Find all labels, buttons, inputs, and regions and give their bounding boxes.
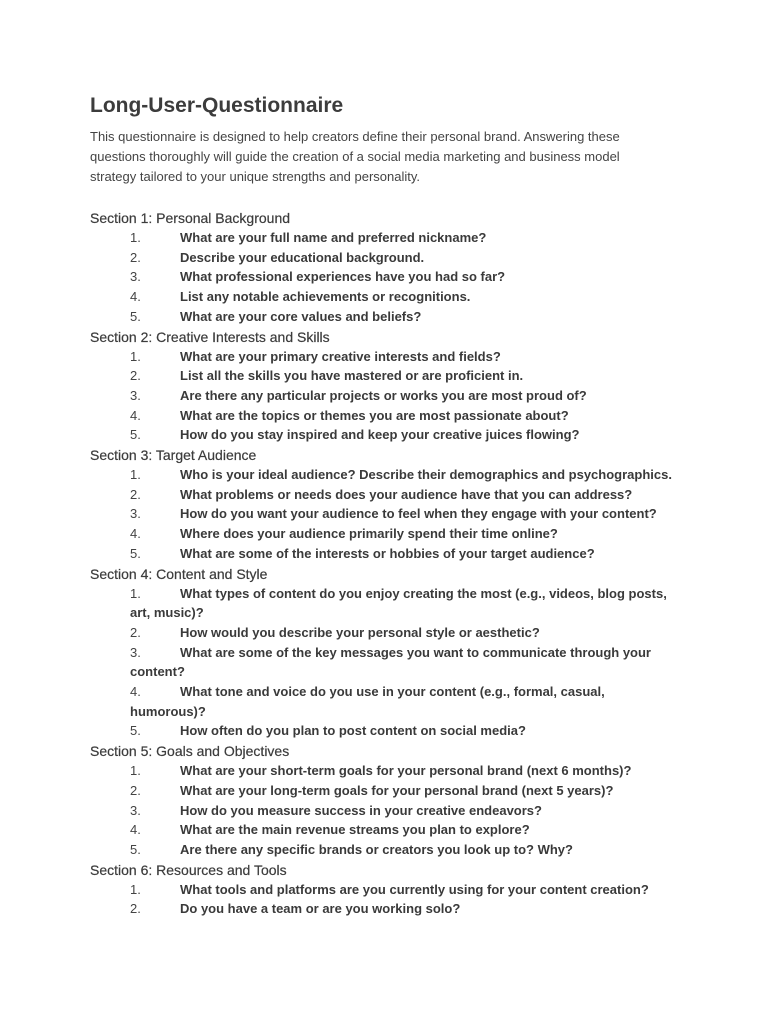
question-number: 1. <box>130 881 141 897</box>
question-number: 1. <box>130 348 141 364</box>
section-2 <box>90 327 768 446</box>
question-number: 3. <box>130 644 141 660</box>
question-text: What are your core values and beliefs? <box>180 308 422 324</box>
question-item <box>130 820 682 840</box>
question-text: Describe your educational background. <box>180 249 425 265</box>
question-list <box>90 347 768 446</box>
question-list <box>90 880 768 919</box>
sections-container <box>90 208 768 919</box>
question-text: What professional experiences have you had so far? <box>180 269 506 285</box>
question-item <box>130 584 682 623</box>
question-number: 5. <box>130 723 141 739</box>
question-number: 4. <box>130 289 141 305</box>
question-item <box>130 366 682 386</box>
question-number: 1. <box>130 230 141 245</box>
question-item <box>130 485 682 505</box>
question-item <box>130 386 682 406</box>
question-text: What are your primary creative interests and fields? <box>180 348 501 364</box>
question-text: How do you want your audience to feel when they engage with your content? <box>180 506 657 522</box>
section-5 <box>90 741 768 860</box>
question-number: 1. <box>130 585 141 601</box>
question-list <box>90 761 768 860</box>
question-item <box>130 544 682 564</box>
section-4 <box>90 564 768 742</box>
question-number: 2. <box>130 624 141 640</box>
question-number: 4. <box>130 407 141 423</box>
question-text: Where does your audience primarily spend their time online? <box>180 526 558 542</box>
question-text: What are the main revenue streams you plan to explore? <box>180 822 530 838</box>
question-item <box>130 682 682 721</box>
question-number: 3. <box>130 387 141 403</box>
question-text: Do you have a team or are you working solo? <box>180 901 461 917</box>
section-3 <box>90 445 768 564</box>
question-item <box>130 840 682 860</box>
question-text: What are some of the key messages you want to communicate through your content? <box>130 644 651 680</box>
question-text: What tone and voice do you use in your content (e.g., formal, casual, humorous)? <box>130 684 605 719</box>
question-item <box>130 623 682 643</box>
question-number: 3. <box>130 802 141 818</box>
question-number: 4. <box>130 526 141 542</box>
question-number: 3. <box>130 506 141 522</box>
question-text: List any notable achievements or recognitions. <box>180 289 471 305</box>
question-list <box>90 584 768 742</box>
question-item <box>130 248 682 268</box>
question-number: 4. <box>130 684 141 700</box>
question-item <box>130 721 682 741</box>
question-item <box>130 287 682 307</box>
question-item <box>130 880 682 900</box>
question-text: What tools and platforms are you currently using for your content creation? <box>180 881 649 897</box>
question-number: 5. <box>130 545 141 561</box>
section-heading: Section 4: Content and Style <box>90 565 268 582</box>
question-list <box>90 228 768 327</box>
question-number: 5. <box>130 427 141 443</box>
question-text: What are your short-term goals for your personal brand (next 6 months)? <box>180 763 632 779</box>
question-item <box>130 347 682 367</box>
question-text: List all the skills you have mastered or are proficient in. <box>180 368 524 384</box>
section-heading: Section 3: Target Audience <box>90 447 257 464</box>
question-item <box>130 307 682 327</box>
question-text: How often do you plan to post content on social media? <box>180 723 526 739</box>
question-item <box>130 465 682 485</box>
question-text: How do you measure success in your creative endeavors? <box>180 802 542 818</box>
question-text: What are the topics or themes you are most passionate about? <box>180 407 569 423</box>
section-heading: Section 1: Personal Background <box>90 210 291 226</box>
question-number: 2. <box>130 368 141 384</box>
intro-paragraph: This questionnaire is designed to help creators define their personal brand. Answering these questions thoroughly will guide the creation of a social media marketing and business model strategy tailored to your unique strengths and personality. <box>90 129 620 184</box>
question-number: 1. <box>130 763 141 779</box>
question-item <box>130 406 682 426</box>
question-item <box>130 267 682 287</box>
section-heading: Section 6: Resources and Tools <box>90 861 287 878</box>
question-number: 2. <box>130 249 141 265</box>
question-list <box>90 465 768 564</box>
question-item <box>130 504 682 524</box>
question-number: 2. <box>130 782 141 798</box>
question-item <box>130 425 682 445</box>
question-text: Are there any specific brands or creators you look up to? Why? <box>180 841 573 857</box>
section-heading: Section 2: Creative Interests and Skills <box>90 328 330 345</box>
question-text: How would you describe your personal style or aesthetic? <box>180 624 540 640</box>
question-text: What are your full name and preferred nickname? <box>180 230 487 245</box>
question-text: What are your long-term goals for your personal brand (next 5 years)? <box>180 782 614 798</box>
section-1 <box>90 208 768 327</box>
question-item <box>130 899 682 919</box>
question-text: What are some of the interests or hobbies of your target audience? <box>180 545 595 561</box>
question-text: What types of content do you enjoy creating the most (e.g., videos, blog posts, art, music)? <box>130 585 667 621</box>
question-number: 5. <box>130 308 141 324</box>
question-item <box>130 801 682 821</box>
question-item <box>130 524 682 544</box>
question-item <box>130 781 682 801</box>
question-item <box>130 643 682 682</box>
document-title: Long-User-Questionnaire <box>90 94 344 117</box>
question-text: How do you stay inspired and keep your creative juices flowing? <box>180 427 580 443</box>
question-text: Are there any particular projects or works you are most proud of? <box>180 387 587 403</box>
question-item <box>130 228 682 248</box>
question-item <box>130 761 682 781</box>
question-number: 4. <box>130 822 141 838</box>
question-text: Who is your ideal audience? Describe their demographics and psychographics. <box>180 467 672 483</box>
section-6 <box>90 860 768 919</box>
question-number: 2. <box>130 486 141 502</box>
question-number: 1. <box>130 467 141 483</box>
question-number: 3. <box>130 269 141 285</box>
question-number: 5. <box>130 841 141 857</box>
question-text: What problems or needs does your audience have that you can address? <box>180 486 633 502</box>
question-number: 2. <box>130 901 141 917</box>
section-heading: Section 5: Goals and Objectives <box>90 743 290 760</box>
